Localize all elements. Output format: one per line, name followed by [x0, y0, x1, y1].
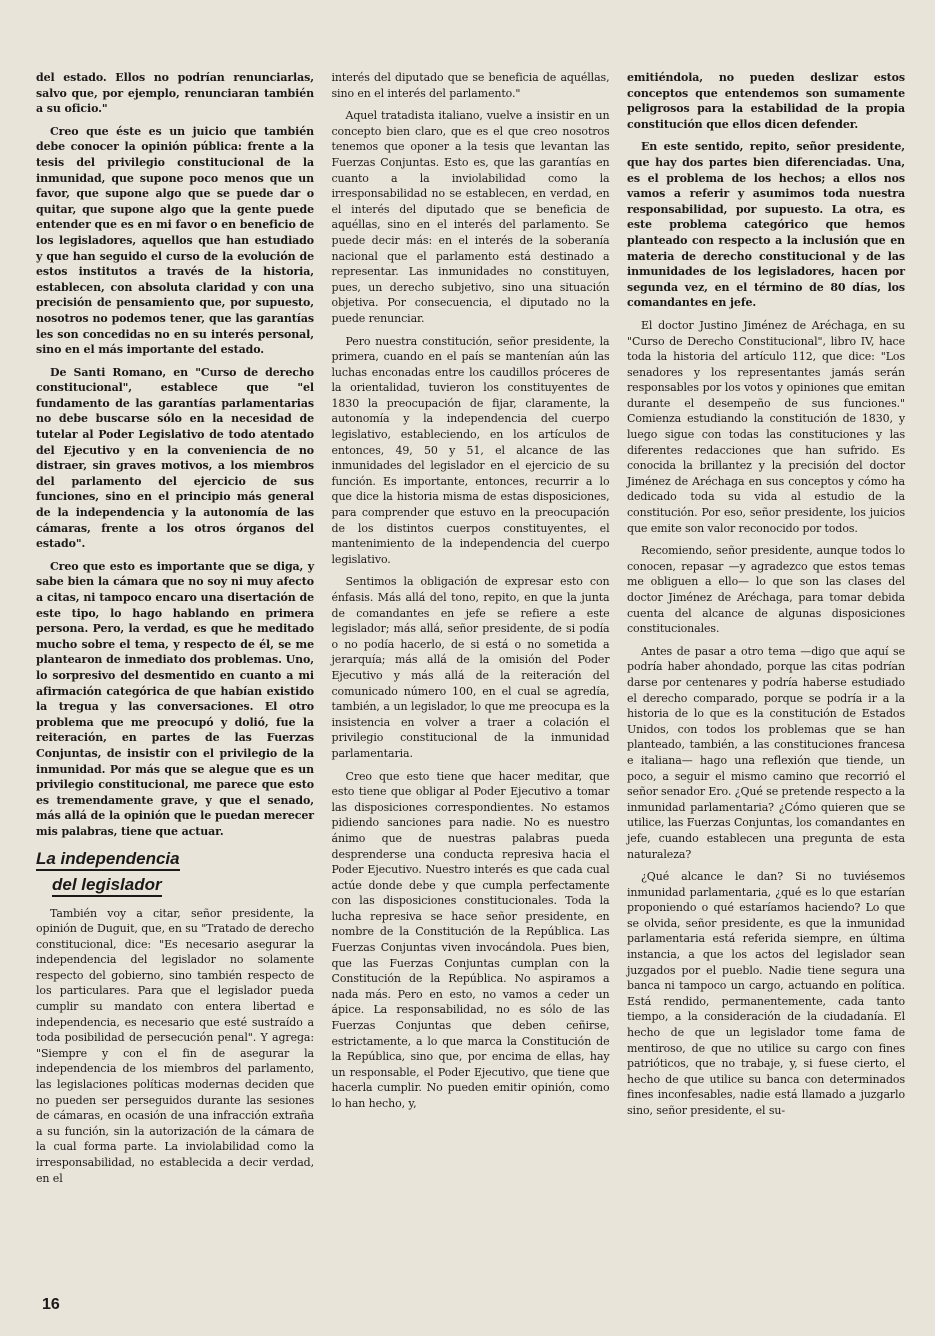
paragraph: Aquel tratadista italiano, vuelve a insistir en un concepto bien claro, que es el que creo nosotros tenemos que oponer a la tesis que levantan las Fuerzas Conjuntas. Esto es, que las garantías en cuanto a la inviolabilidad como la irresponsabilidad no se establecen, en verdad, en el interés del diputado que se beneficia de aquéllas, sino en el interés del parlamento. Se puede decir más: en el interés de la soberanía nacional que el parlamento está destinado a representar. Las inmunidades no constituyen, pues, un derecho subjetivo, sino una situación objetiva. Por consecuencia, el diputado no la puede renunciar. [331, 109, 610, 325]
paragraph: De Santi Romano, en "Curso de derecho constitucional", establece que "el fundamento de las garantías parlamentarias no debe buscarse sólo en la necesidad de tutelar al Poder Legislativo de todo atentado del Ejecutivo y en la conveniencia de no distraer, sin graves motivos, a los miembros del parlamento del ejercicio de sus funciones, sino en el principio más general de la independencia y la autonomía de las cámaras, frente a los otros órganos del estado". [36, 365, 314, 551]
paragraph: Creo que esto tiene que hacer meditar, que esto tiene que obligar al Poder Ejecutivo a tomar las disposiciones correspondientes. No estamos pidiendo sanciones para nadie. No es nuestro ánimo que de nuestras palabras pueda desprenderse una conducta represiva hacia el Poder Ejecutivo. Nuestro interés es que cada cual actúe donde debe y que cumpla perfectamente con las disposiciones constitucionales. Toda la lucha represiva se hace señor presidente, en nombre de la Constitución de la República. Las Fuerzas Conjuntas viven invocándola. Pues bien, que las Fuerzas Conjuntas cumplan con la Constitución de la República. No aspiramos a nada más. Pero en esto, no vamos a ceder un ápice. La responsabilidad, no es sólo de las Fuerzas Conjuntas que deben ceñirse, estrictamente, a lo que marca la Constitución de la República, sino que, por encima de ellas, hay un responsable, el Poder Ejecutivo, que tiene que hacerla cumplir. No pueden emitir opinión, como lo han hecho, y, [331, 769, 610, 1110]
section-heading-line-2 [52, 874, 314, 896]
paragraph: del estado. Ellos no podrían renunciarlas, salvo que, por ejemplo, renunciaran también a su oficio." [36, 71, 314, 116]
column-3 [627, 70, 905, 1193]
paragraph: Antes de pasar a otro tema —digo que aquí se podría haber ahondado, porque las citas podrían darse por centenares y podría haberse estudiado el derecho comparado, porque se podría ir a la historia de lo que es la constitución de Estados Unidos, con todos los problemas que se han planteado, también, a las constituciones francesa e italiana— hago una reflexión que tiende, un poco, a seguir el mismo camino que recorrió el señor senador Ero. ¿Qué se pretende respecto a la inmunidad parlamentaria? ¿Cómo quieren que se utilice, las Fuerzas Conjuntas, los comandantes en jefe, cuando establecen una pregunta de esta naturaleza? [627, 644, 905, 861]
paragraph: emitiéndola, no pueden deslizar estos conceptos que entendemos son sumamente peligrosos para la estabilidad de la propia constitución que ellos dicen defender. [627, 71, 905, 131]
paragraph: Recomiendo, señor presidente, aunque todos lo conocen, repasar —y agradezco que estos temas me obliguen a ello— lo que son las clases del doctor Jiménez de Aréchaga, para tomar debida cuenta del alcance de algunas disposiciones constitucionales. [627, 544, 905, 636]
paragraph: El doctor Justino Jiménez de Aréchaga, en su "Curso de Derecho Constitucional", libro IV, hace toda la historia del artículo 112, que dice: "Los senadores y los representantes jamás serán responsables por los votos y opiniones que emitan durante el desempeño de sus funciones." Comienza estudiando la constitución de 1830, y luego sigue con todas las constituciones y las diferentes redacciones que han sufrido. Es conocida la brillantez y la precisión del doctor Jiménez de Aréchaga en sus conceptos y cómo ha dedicado toda su vida al estudio de la constitución. Por eso, señor presidente, los juicios que emite son valor reconocido por todos. [627, 318, 905, 535]
section-heading-text: del legislador [52, 875, 162, 897]
paragraph: Creo que éste es un juicio que también debe conocer la opinión pública: frente a la tesis del privilegio constitucional de la inmunidad, que supone poco menos que un favor, que supone algo que se puede dar o quitar, que supone algo que la gente puede entender que es en mi favor o en beneficio de los legisladores, aquellos que han estudiado y que han seguido el curso de la evolución de estos institutos a través de la historia, establecen, con absoluta claridad y con una precisión de pensamiento que, por supuesto, nosotros no podemos tener, que las garantías les son concedidas no en su interés personal, sino en el más importante del estado. [36, 124, 314, 357]
paragraph: En este sentido, repito, señor presidente, que hay dos partes bien diferenciadas. Una, es el problema de los hechos; a ellos nos vamos a referir y asumimos toda nuestra responsabilidad, por supuesto. La otra, es este problema categórico que hemos planteado con respecto a la inclusión que en materia de derecho constitucional y de las inmunidades de los legisladores, hacen por segunda vez, en el término de 80 días, los comandantes en jefe. [627, 140, 905, 310]
paragraph: Pero nuestra constitución, señor presidente, la primera, cuando en el país se mantenían aún las luchas enconadas entre los caudillos próceres de la orientalidad, tuvieron los constituyentes de 1830 la preocupación de fijar, claramente, la autonomía y la independencia del cuerpo legislativo, estableciendo, en los artículos de entonces, 49, 50 y 51, el alcance de las inmunidades del legislador en el ejercicio de su función. Es importante, entonces, recurrir a lo que dice la historia misma de estas disposiciones, para comprender que estuvo en la preocupación de los distintos cuerpos constituyentes, el mantenimiento de la independencia del cuerpo legislativo. [331, 334, 610, 566]
section-heading-text: La independencia [36, 849, 180, 871]
section-heading-line-1 [36, 848, 314, 870]
paragraph: interés del diputado que se beneficia de aquéllas, sino en el interés del parlamento." [331, 71, 610, 100]
paragraph: ¿Qué alcance le dan? Si no tuviésemos inmunidad parlamentaria, ¿qué es lo que estarían proponiendo o qué estaríamos haciendo? Lo que se olvida, señor presidente, es que la inmunidad parlamentaria está referida siempre, en última instancia, a que los actos del legislador sean juzgados por el pueblo. Nadie tiene segura una banca ni tampoco un cargo, actuando en política. Está rendido, permanentemente, cada tanto tiempo, a la consideración de la ciudadanía. El hecho de que un legislador tome fama de mentiroso, de que no utilice su cargo con fines patrióticos, que no trabaje, y, si fuese cierto, el hecho de que utilice su banca con determinados fines inconfesables, nadie está llamado a juzgarlo sino, señor presidente, el su- [627, 870, 905, 1117]
column-2 [332, 70, 610, 1193]
text-columns [36, 70, 905, 1193]
paragraph: Sentimos la obligación de expresar esto con énfasis. Más allá del tono, repito, en que la junta de comandantes en jefe se refiere a este legislador; más allá, señor presidente, de si podía o no podía hacerlo, de si está o no sometida a jerarquía; más allá de la omisión del Poder Ejecutivo y más allá de la reiteración del comunicado número 100, en el cual se agredía, también, a un legislador, lo que me preocupa es la insistencia en volver a traer a colación el privilegio constitucional de la inmunidad parlamentaria. [331, 575, 610, 760]
paragraph: Creo que esto es importante que se diga, y sabe bien la cámara que no soy ni muy afecto a citas, ni tampoco encaro una disertación de este tipo, lo hago hablando en primera persona. Pero, la verdad, es que he meditado mucho sobre el tema, y respecto de él, se me plantearon de inmediato dos problemas. Uno, lo sorpresivo del desmentido en cuanto a mi afirmación categórica de que habían existido la tregua y las conversaciones. El otro problema que me preocupó y dolió, fue la reiteración, en partes de las Fuerzas Conjuntas, de insistir con el privilegio de la inmunidad. Por más que se alegue que es un privilegio constitucional, me parece que esto es tremendamente grave, y que el senado, más allá de la opinión que le puedan merecer mis palabras, tiene que actuar. [36, 559, 314, 838]
page-number: 16 [42, 1296, 60, 1313]
paragraph: También voy a citar, señor presidente, la opinión de Duguit, que, en su "Tratado de derecho constitucional, dice: "Es necesario asegurar la independencia del legislador no solamente respecto del gobierno, sino también respecto de los particulares. Para que el legislador pueda cumplir su mandato con entera libertad e independencia, es necesario que esté sustraído a toda posibilidad de persecución penal". Y agrega: "Siempre y con el fin de asegurar la independencia de los miembros del parlamento, las legislaciones políticas modernas deciden que no pueden ser perseguidos durante las sesiones de cámaras, en ocasión de una infracción extraña a su función, sin la autorización de la cámara de la cual forma parte. La inviolabilidad como la irresponsabilidad, no establecida a decir verdad, en el [36, 906, 314, 1185]
column-1 [36, 70, 314, 1193]
